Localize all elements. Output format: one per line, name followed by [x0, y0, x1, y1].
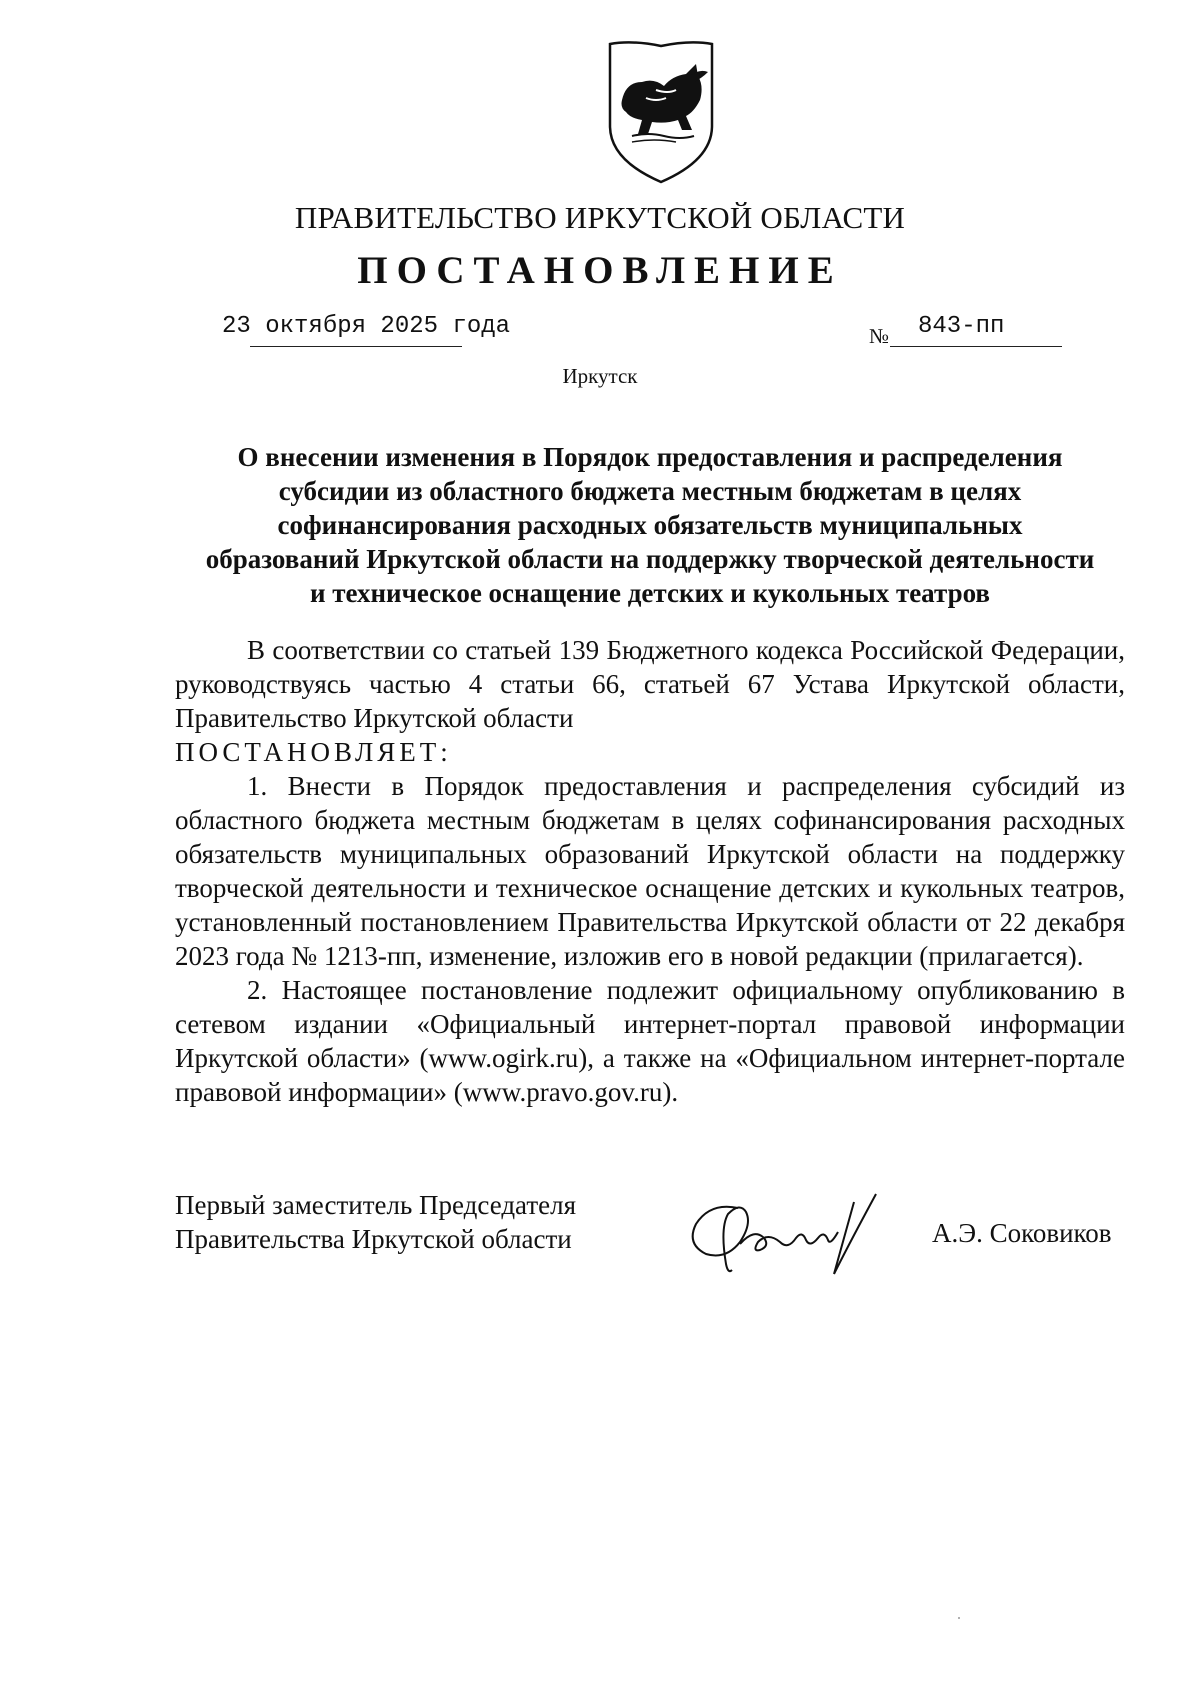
coat-of-arms-icon — [602, 38, 720, 188]
resolves-heading: ПОСТАНОВЛЯЕТ: — [175, 737, 452, 767]
signer-position — [175, 1188, 576, 1256]
signer-name: А.Э. Соковиков — [932, 1218, 1112, 1248]
city: Иркутск — [562, 364, 638, 388]
subject-line: образований Иркутской области на поддержку творческой деятельности — [205, 544, 1095, 574]
item-2-paragraph: 2. Настоящее постановление подлежит официальному опубликованию в сетевом издании «Официальный интернет-портал правовой информации Иркутской области» (www.ogirk.ru), а также на «Официальном интернет-портале правовой информации» (www.pravo.gov.ru). — [175, 975, 1125, 1107]
date-underline — [250, 346, 462, 347]
document-body — [175, 633, 1125, 1109]
subject-line: О внесении изменения в Порядок предоставления и распределения — [237, 442, 1063, 472]
signer-position-line: Первый заместитель Председателя — [175, 1190, 577, 1220]
preamble-paragraph: В соответствии со статьей 139 Бюджетного кодекса Российской Федерации, руководствуясь частью 4 статьи 66, статьей 67 Устава Иркутской области, Правительство Иркутской области — [175, 635, 1125, 733]
signature-icon — [680, 1172, 910, 1280]
document-date: 23 октября 2025 года — [222, 313, 511, 340]
government-name: ПРАВИТЕЛЬСТВО ИРКУТСКОЙ ОБЛАСТИ — [294, 200, 906, 235]
scan-speck — [958, 1617, 960, 1619]
number-sign: № — [869, 324, 890, 348]
subject-line: субсидии из областного бюджета местным бюджетам в целях — [278, 476, 1022, 506]
document-subject — [175, 440, 1125, 610]
signer-position-line: Правительства Иркутской области — [175, 1224, 572, 1254]
item-1-paragraph: 1. Внести в Порядок предоставления и распределения субсидий из областного бюджета местным бюджетам в целях софинансирования расходных обязательств муниципальных образований Иркутской области на поддержку творческой деятельности и техническое оснащение детских и кукольных театров, установленный постановлением Правительства Иркутской области от 22 декабря 2023 года № 1213-пп, изменение, изложив его в новой редакции (прилагается). — [175, 771, 1125, 971]
number-underline — [890, 346, 1062, 347]
subject-line: и техническое оснащение детских и кукольных театров — [309, 578, 991, 608]
document-type: ПОСТАНОВЛЕНИЕ — [357, 249, 843, 292]
subject-line: софинансирования расходных обязательств муниципальных — [277, 510, 1023, 540]
document-number: 843-пп — [918, 313, 1005, 340]
